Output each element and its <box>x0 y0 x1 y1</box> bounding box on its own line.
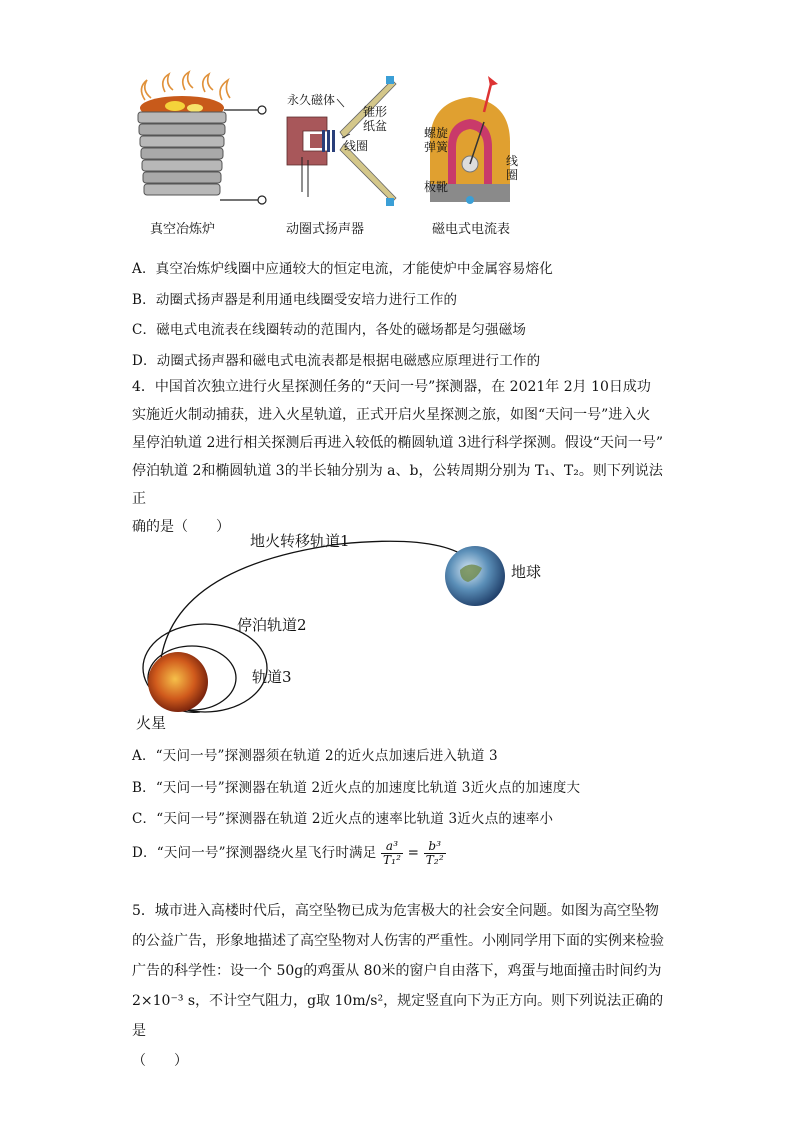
q4-line-1: 4．中国首次独立进行火星探测任务的“天问一号”探测器，在 2021年 2月 10日成功 <box>132 379 651 395</box>
question-4-stem <box>132 373 667 541</box>
q3-option-a[interactable]: A．真空冶炼炉线圈中应通较大的恒定电流，才能使炉中金属容易熔化 <box>132 261 553 277</box>
q4-line-2: 实施近火制动捕获，进入火星轨道，正式开启火星探测之旅，如图“天问一号”进入火 <box>132 407 651 423</box>
parking-orbit-label: 停泊轨道2 <box>237 616 307 634</box>
spring-label-2: 弹簧 <box>424 140 449 154</box>
orbit-3-label: 轨道3 <box>252 668 292 686</box>
transfer-orbit-label: 地火转移轨道1 <box>250 532 350 550</box>
equals-sign: = <box>407 845 420 861</box>
q4-option-a[interactable]: A．“天问一号”探测器须在轨道 2的近火点加速后进入轨道 3 <box>132 748 498 764</box>
meter-caption: 磁电式电流表 <box>432 222 511 237</box>
speaker-caption: 动圈式扬声器 <box>286 222 365 237</box>
fraction-a3-t1 <box>381 840 403 867</box>
meter-coil-label-1: 线 <box>506 154 519 168</box>
q3-option-b[interactable]: B．动圈式扬声器是利用通电线圈受安培力进行工作的 <box>132 292 458 308</box>
earth-label: 地球 <box>511 563 542 581</box>
spring-label-1: 螺旋 <box>424 126 449 140</box>
q5-line-1: 5．城市进入高楼时代后，高空坠物已成为危害极大的社会安全问题。如图为高空坠物 <box>132 903 659 919</box>
frac2-numerator: b³ <box>424 840 446 854</box>
question-5-stem <box>132 896 667 1076</box>
q5-line-2: 的公益广告，形象地描述了高空坠物对人伤害的严重性。小刚同学用下面的实例来检验 <box>132 933 664 949</box>
mars-icon <box>148 652 208 712</box>
q4-option-d[interactable] <box>132 840 446 867</box>
mars-label: 火星 <box>136 714 167 732</box>
coil-label: 线圈 <box>344 139 369 153</box>
q3-option-c[interactable]: C．磁电式电流表在线圈转动的范围内，各处的磁场都是匀强磁场 <box>132 322 527 338</box>
frac1-denominator: T₁² <box>382 853 402 867</box>
meter-coil-label <box>506 154 518 182</box>
q4-line-3: 星停泊轨道 2进行相关探测后再进入较低的椭圆轨道 3进行科学探测。假设“天问一号” <box>132 435 664 451</box>
q4-option-b[interactable]: B．“天问一号”探测器在轨道 2近火点的加速度比轨道 3近火点的加速度大 <box>132 780 581 796</box>
q4-line-5: 确的是（ ） <box>132 519 230 535</box>
magnet-label: 永久磁体 <box>287 93 336 107</box>
q4-option-c[interactable]: C．“天问一号”探测器在轨道 2近火点的速率比轨道 3近火点的速率小 <box>132 811 554 827</box>
fraction-b3-t2 <box>424 840 446 867</box>
q3-option-d[interactable]: D．动圈式扬声器和磁电式电流表都是根据电磁感应原理进行工作的 <box>132 353 541 369</box>
vacuum-furnace-illustration <box>120 70 280 215</box>
frac2-denominator: T₂² <box>425 853 444 867</box>
q4-option-d-text: D．“天问一号”探测器绕火星飞行时满足 <box>132 845 377 861</box>
pole-shoe-label: 极靴 <box>424 180 449 194</box>
q5-line-4: 2×10⁻³ s，不计空气阻力，g取 10m/s²，规定竖直向下为正方向。则下列说法正确的是 <box>132 993 664 1039</box>
q4-line-4: 停泊轨道 2和椭圆轨道 3的半长轴分别为 a、b，公转周期分别为 T₁、T₂。则下列说法正 <box>132 463 663 507</box>
q5-line-3: 广告的科学性：设一个 50g的鸡蛋从 80米的窗户自由落下，鸡蛋与地面撞击时间约为 <box>132 963 662 979</box>
furnace-caption: 真空冶炼炉 <box>150 222 216 237</box>
frac1-numerator: a³ <box>381 840 403 854</box>
cone-label: 锥形 <box>363 105 388 119</box>
orbit-diagram <box>130 530 550 730</box>
spring-label <box>424 126 448 154</box>
cone-label-2: 纸盆 <box>363 119 388 133</box>
meter-coil-label-2: 圈 <box>506 168 519 182</box>
q5-line-5: （ ） <box>132 1053 188 1069</box>
